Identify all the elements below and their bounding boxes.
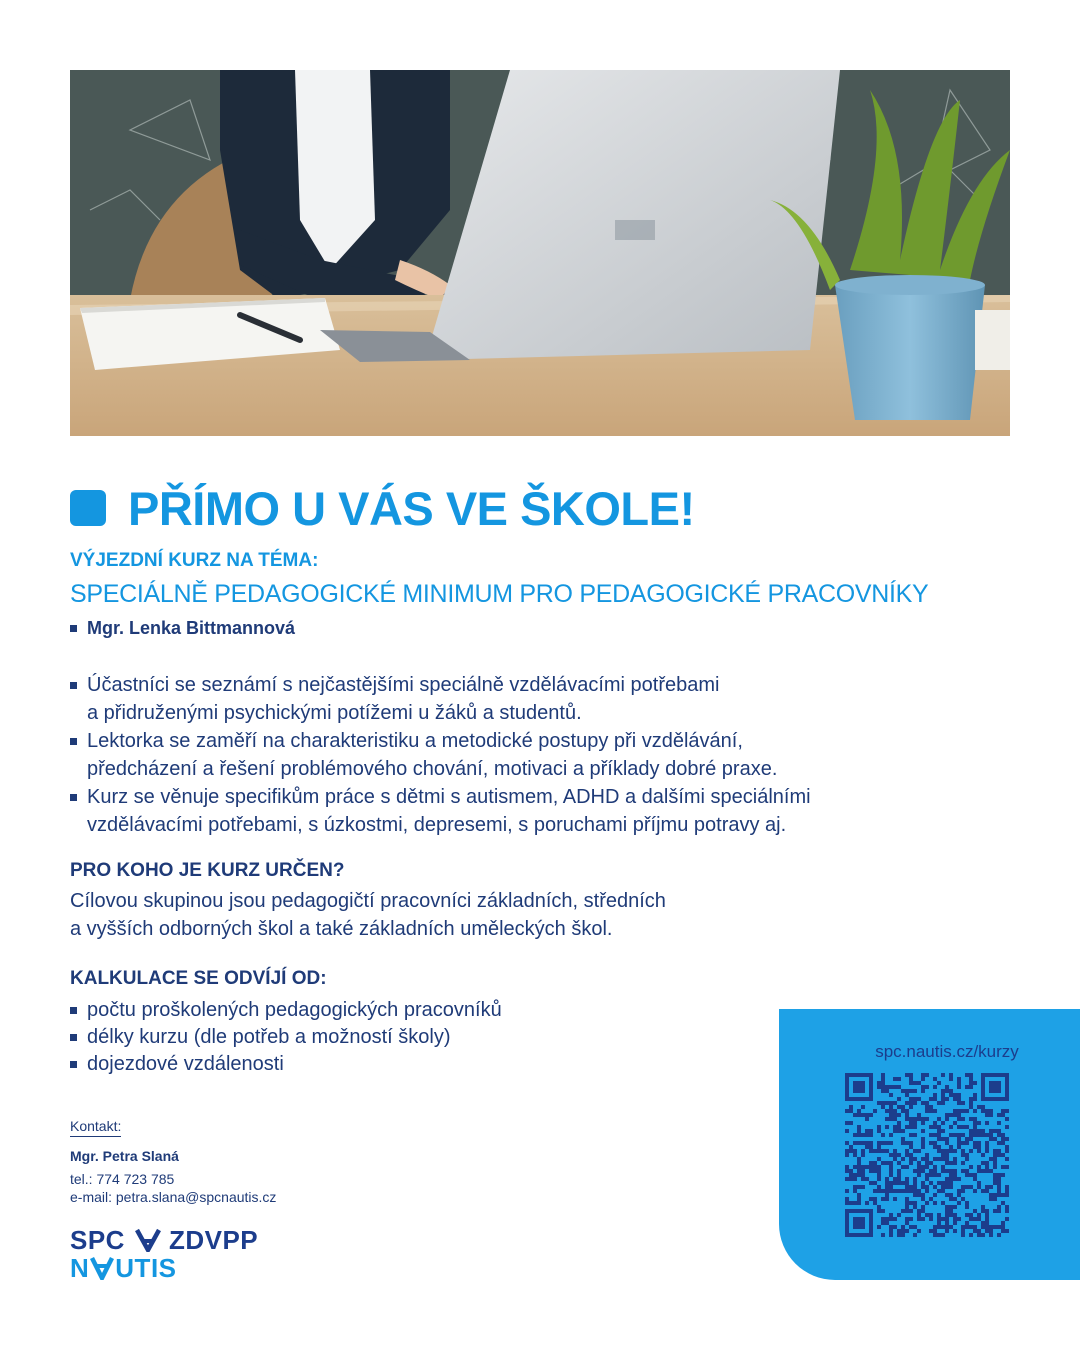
course-points [70, 671, 890, 839]
list-item [70, 1024, 502, 1051]
target-title: PRO KOHO JE KURZ URČEN? [70, 860, 345, 881]
calc-item: délky kurzu (dle potřeb a možností školy) [87, 1026, 451, 1048]
square-bullet-icon [70, 1061, 77, 1068]
logo [70, 1226, 258, 1282]
target-text [70, 887, 770, 943]
headline-block [70, 478, 695, 538]
logo-v-mark-icon [135, 1228, 161, 1252]
contact-phone[interactable]: tel.: 774 723 785 [70, 1171, 175, 1187]
qr-url[interactable]: spc.nautis.cz/kurzy [875, 1042, 1019, 1061]
logo-text: SPC [70, 1225, 125, 1255]
course-author [70, 618, 295, 639]
list-item [70, 783, 890, 839]
square-bullet-icon [70, 682, 77, 689]
contact-email[interactable]: e-mail: petra.slana@spcnautis.cz [70, 1189, 277, 1205]
calc-item: dojezdové vzdálenosti [87, 1053, 284, 1075]
course-kicker: VÝJEZDNÍ KURZ NA TÉMA: [70, 550, 319, 571]
list-item [70, 727, 890, 783]
calc-list [70, 997, 502, 1078]
author-name: Mgr. Lenka Bittmannová [87, 618, 296, 638]
point-line: Lektorka se zaměří na charakteristiku a metodické postupy při vzdělávání, [87, 730, 743, 752]
hero-photo [70, 70, 1010, 436]
target-line: a vyšších odborných škol a také základních uměleckých škol. [70, 918, 613, 940]
target-line: Cílovou skupinou jsou pedagogičtí pracovníci základních, středních [70, 890, 666, 912]
logo-line-1 [70, 1226, 258, 1254]
list-item [70, 671, 890, 727]
calc-title: KALKULACE SE ODVÍJÍ OD: [70, 968, 327, 989]
blue-square-icon [70, 490, 106, 526]
logo-text: N [70, 1253, 90, 1283]
logo-text: UTIS [115, 1253, 177, 1283]
square-bullet-icon [70, 1007, 77, 1014]
course-topic: SPECIÁLNĚ PEDAGOGICKÉ MINIMUM PRO PEDAGOGICKÉ PRACOVNÍKY [70, 580, 929, 608]
logo-line-2 [70, 1254, 258, 1282]
square-bullet-icon [70, 1034, 77, 1041]
calc-item: počtu proškolených pedagogických pracovníků [87, 999, 502, 1021]
contact-label: Kontakt: [70, 1118, 121, 1137]
list-item [70, 997, 502, 1024]
point-line: a přidruženými psychickými potížemi u žáků a studentů. [87, 702, 582, 724]
point-line: Kurz se věnuje specifikům práce s dětmi s autismem, ADHD a dalšími speciálními [87, 786, 811, 808]
square-bullet-icon [70, 738, 77, 745]
point-line: Účastníci se seznámí s nejčastějšími speciálně vzdělávacími potřebami [87, 674, 720, 696]
point-line: předcházení a řešení problémového chování, motivaci a příklady dobré praxe. [87, 758, 778, 780]
qr-code-icon[interactable] [845, 1073, 1009, 1237]
qr-panel [779, 1009, 1080, 1280]
logo-text: ZDVPP [168, 1225, 259, 1255]
list-item [70, 1051, 502, 1078]
page-title: PŘÍMO U VÁS VE ŠKOLE! [128, 481, 695, 535]
point-line: vzdělávacími potřebami, s úzkostmi, depresemi, s poruchami příjmu potravy aj. [87, 814, 787, 836]
logo-inverted-a-icon [90, 1256, 114, 1280]
square-bullet-icon [70, 794, 77, 801]
square-bullet-icon [70, 625, 77, 632]
contact-name: Mgr. Petra Slaná [70, 1148, 179, 1164]
